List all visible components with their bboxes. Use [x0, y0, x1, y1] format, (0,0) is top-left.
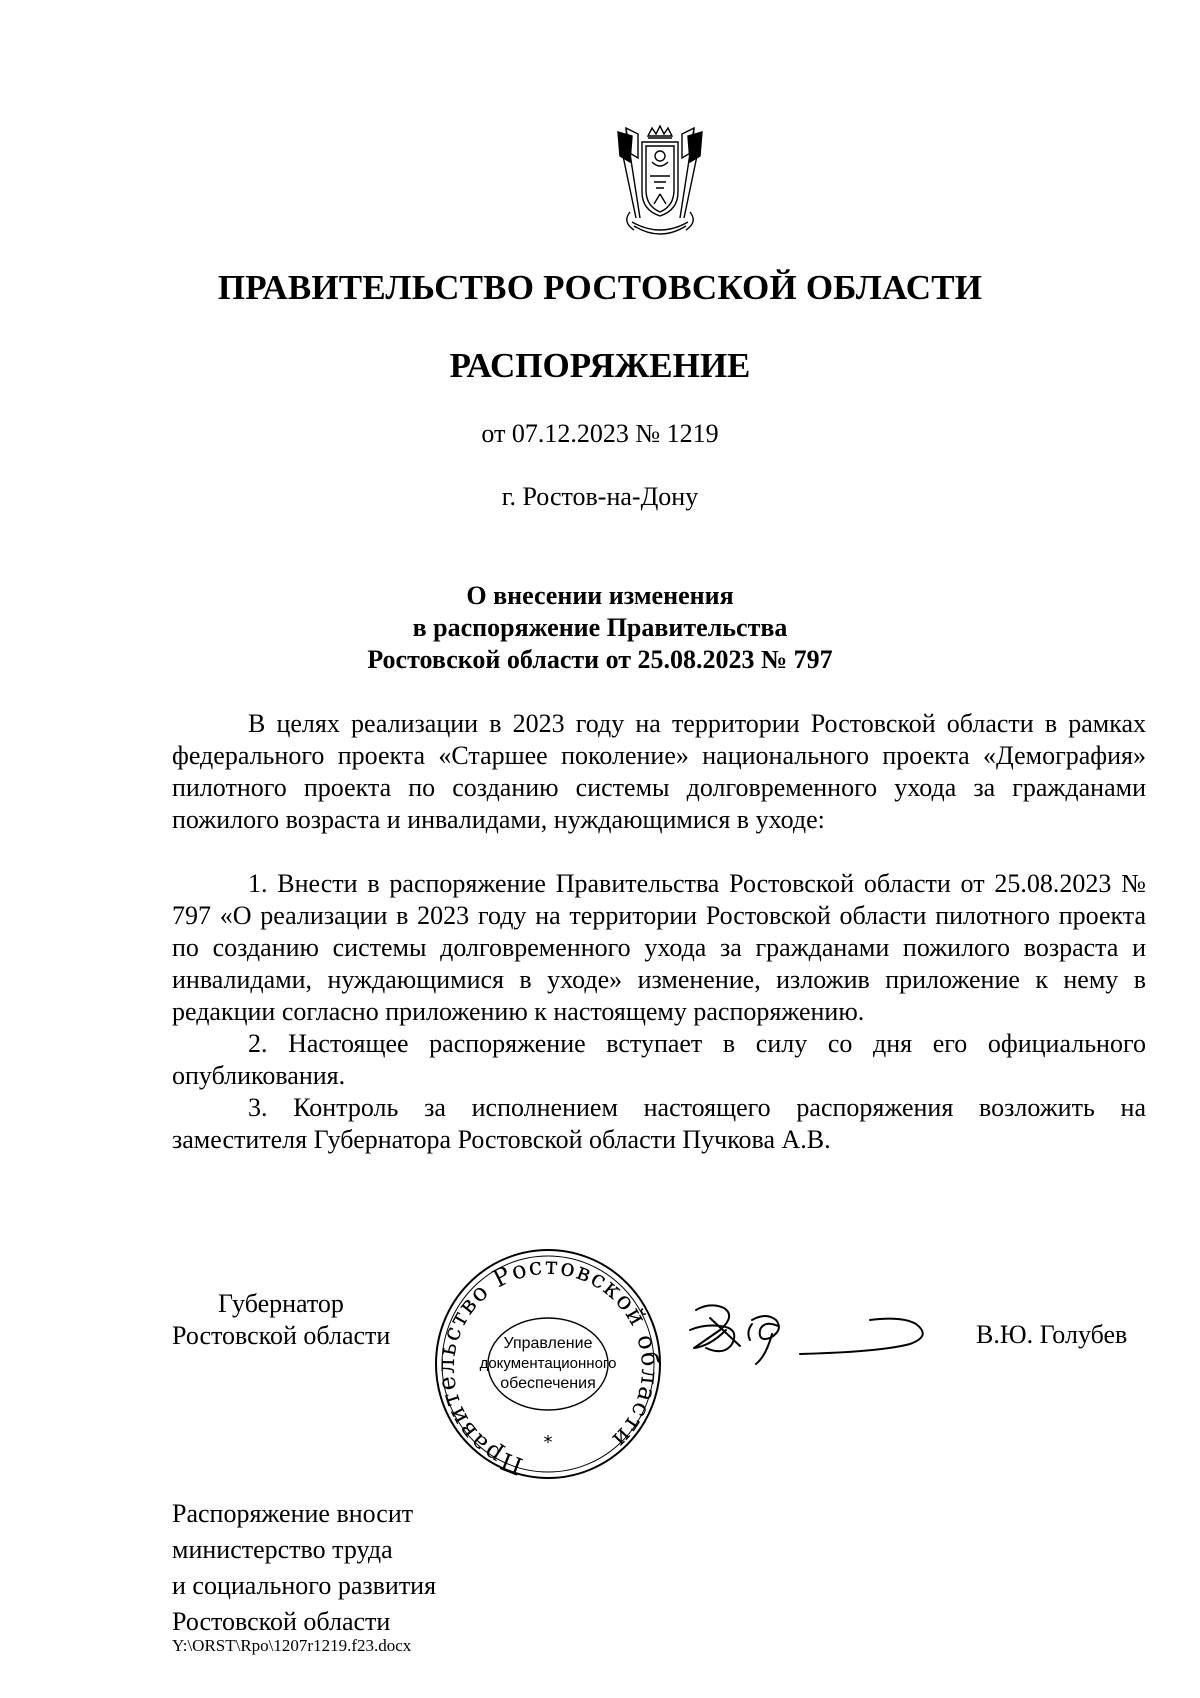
coat-of-arms-emblem [608, 122, 712, 242]
author-note-line-4: Ростовской области [172, 1607, 391, 1636]
governor-title-line-2: Ростовской области [172, 1321, 391, 1350]
organization-title: ПРАВИТЕЛЬСТВО РОСТОВСКОЙ ОБЛАСТИ [217, 268, 983, 307]
item-paragraph-3: 3. Контроль за исполнением настоящего распоряжения возложить на заместителя Губернатора Ростовской области Пучкова А.В. [172, 1093, 1146, 1154]
governor-title-line-1: Губернатор [218, 1289, 344, 1318]
official-seal [432, 1246, 664, 1482]
author-note [172, 1496, 436, 1640]
document-city: г. Ростов-на-Дону [501, 482, 699, 511]
subject-line-2: в распоряжение Правительства [412, 613, 788, 642]
document-subject [0, 580, 1200, 676]
author-note-line-1: Распоряжение вносит [172, 1499, 414, 1528]
items-block [172, 868, 1146, 1156]
seal-inner-line-3: обеспечения [500, 1375, 596, 1392]
governor-title [172, 1288, 390, 1352]
intro-paragraph-block [172, 708, 1146, 836]
item-paragraph-2: 2. Настоящее распоряжение вступает в силу со дня его официального опубликования. [172, 1029, 1146, 1090]
intro-paragraph: В целях реализации в 2023 году на территории Ростовской области в рамках федерального проекта «Старшее поколение» национального проекта «Демография» пилотного проекта по созданию системы долговременного ухода за гражданами пожилого возраста и инвалидами, нуждающимися в уходе: [172, 709, 1146, 834]
subject-line-3: Ростовской области от 25.08.2023 № 797 [367, 645, 833, 674]
author-note-line-3: и социального развития [172, 1571, 437, 1600]
item-paragraph-1: 1. Внести в распоряжение Правительства Ростовской области от 25.08.2023 № 797 «О реализации в 2023 году на территории Ростовской области пилотного проекта по созданию системы долговременного ухода за гражданами пожилого возраста и инвалидами, нуждающимися в уходе» изменение, изложив приложение к нему в редакции согласно приложению к настоящему распоряжению. [172, 869, 1146, 1026]
seal-inner-line-1: Управление [503, 1335, 593, 1352]
document-date-number: от 07.12.2023 № 1219 [481, 419, 719, 448]
seal-star: * [543, 1432, 553, 1453]
seal-outer-text-path: Правительство Ростовской области [432, 1251, 664, 1481]
document-type: РАСПОРЯЖЕНИЕ [449, 346, 751, 385]
author-note-line-2: министерство труда [172, 1535, 393, 1564]
file-path: Y:\ORST\Rpo\1207r1219.f23.docx [172, 1636, 412, 1655]
handwritten-signature [680, 1290, 940, 1400]
subject-line-1: О внесении изменения [466, 581, 734, 610]
governor-name: В.Ю. Голубев [976, 1320, 1128, 1349]
seal-inner-line-2: документационного [479, 1355, 617, 1372]
